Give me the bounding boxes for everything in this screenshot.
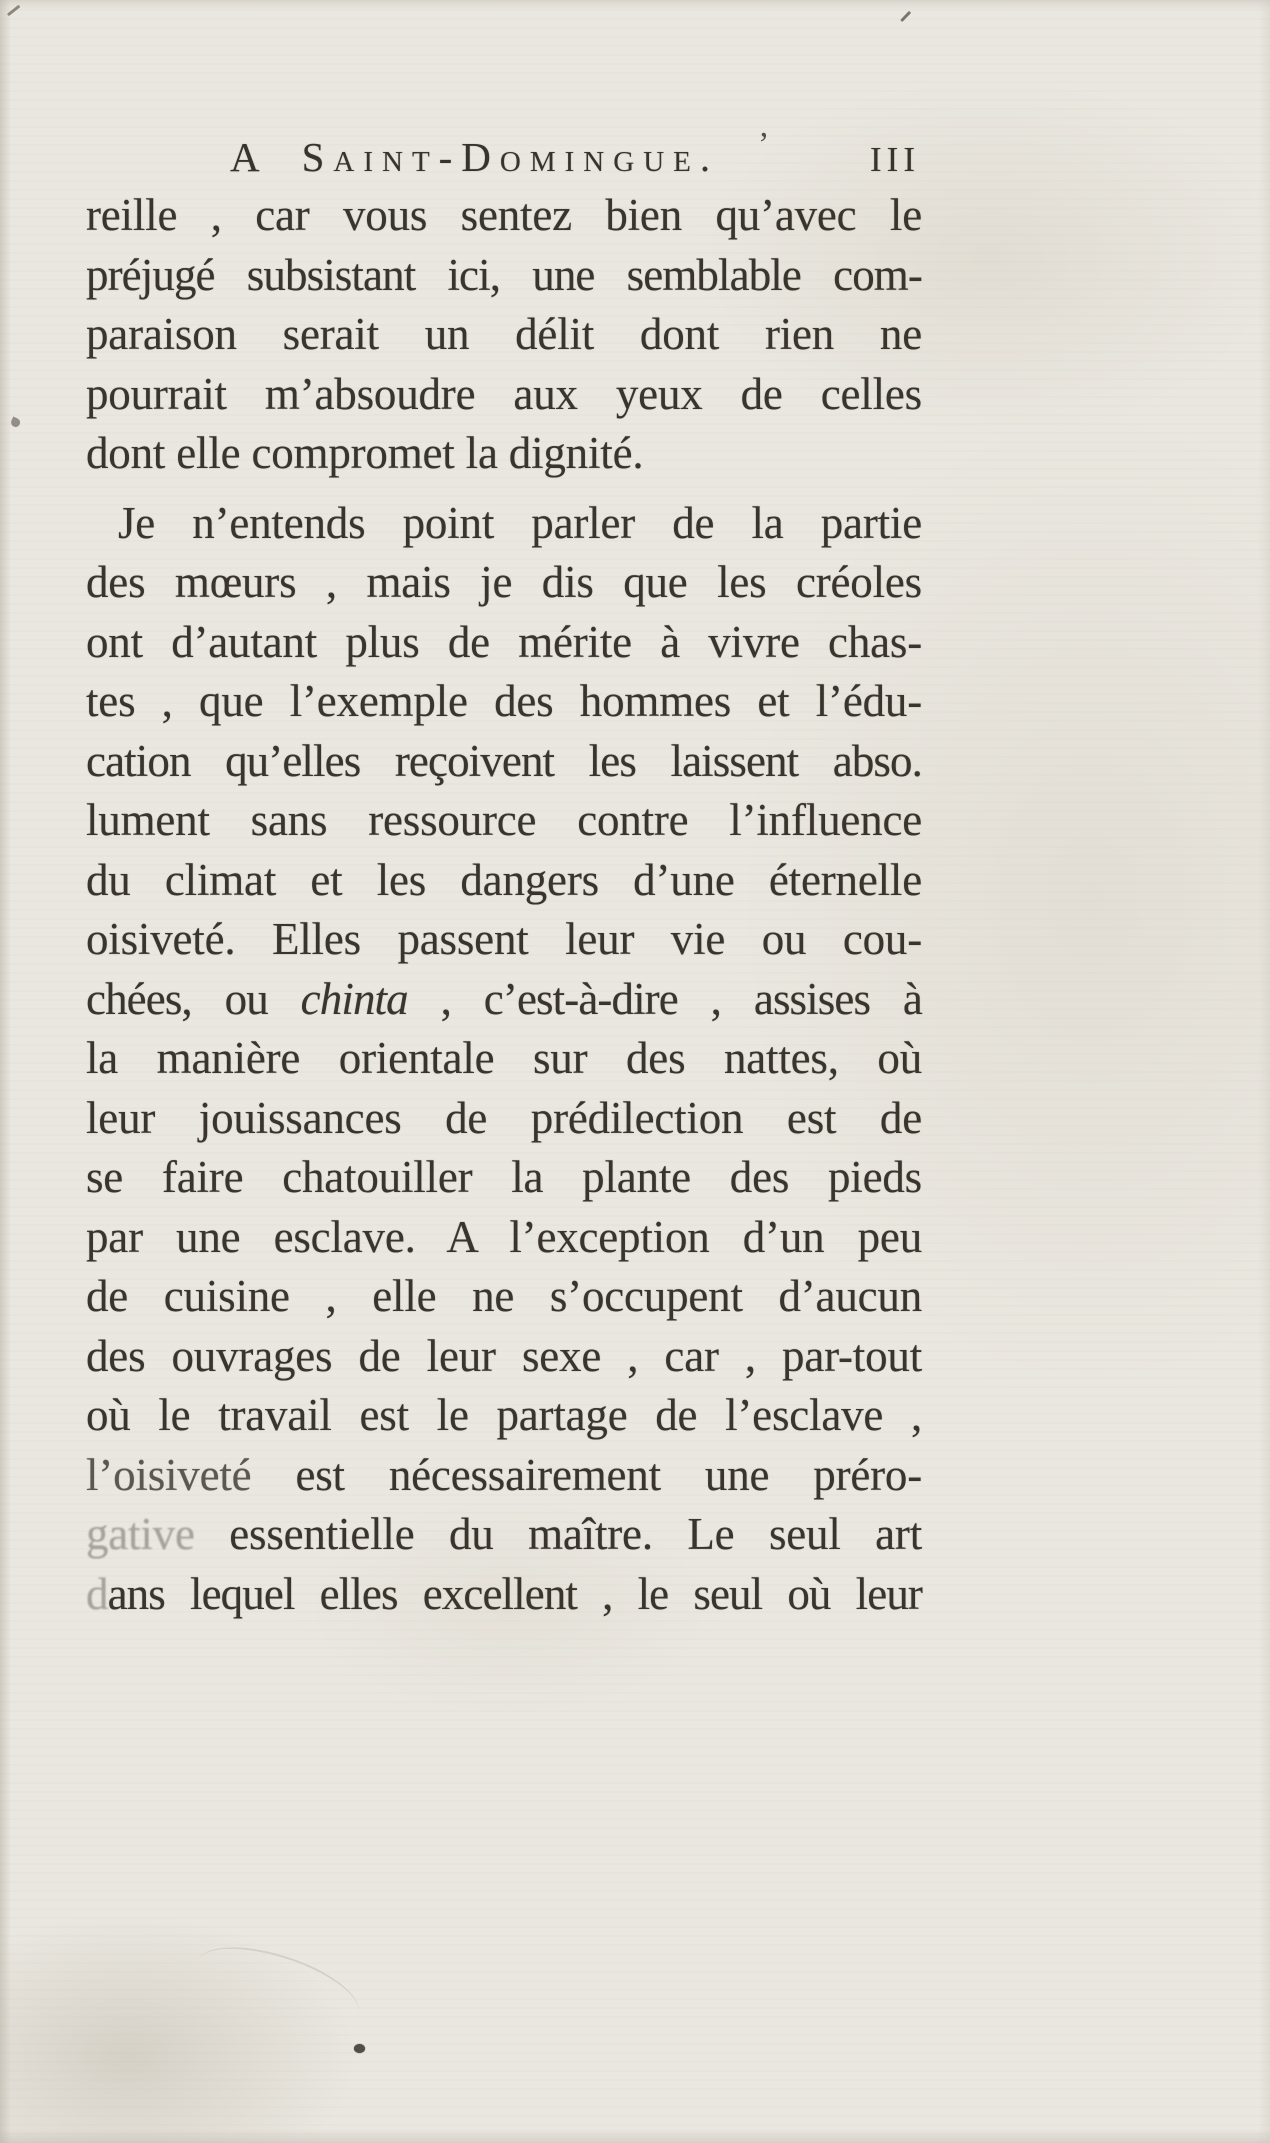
text-line [86,1089,922,1149]
apostrophe-mark: ’ [758,126,770,163]
text-segment: oisiveté. Elles passent leur vie ou cou- [86,914,922,964]
text-segment: se faire chatouiller la plante des pieds [86,1152,922,1202]
text-line [86,494,922,554]
text-line [86,732,922,792]
faded-word: l’oisiveté [86,1449,252,1500]
text-line [86,1386,922,1446]
paper-fiber [181,1931,368,2062]
text-line [86,1208,922,1268]
page-text [86,186,922,1624]
text-line [86,1267,922,1327]
text-segment: dont elle compromet la dignité. [86,428,644,478]
text-line [86,851,922,911]
text-line [86,1029,922,1089]
text-line [86,613,922,673]
text-line [86,910,922,970]
text-segment: préjugé subsistant ici, une semblable com- [86,249,922,300]
text-line [86,1565,922,1625]
page-number: III [870,140,920,179]
text-line [86,1505,922,1565]
text-segment: des ouvrages de leur sexe , car , par-tout [86,1330,922,1381]
text-segment: Je n’entends point parler de la partie [118,497,922,548]
text-line [86,970,922,1030]
text-line [86,305,922,365]
text-segment: où le travail est le partage de l’esclave , [86,1390,922,1440]
text-segment: cation qu’elles reçoivent les laissent abso. [86,735,922,786]
ink-speck [354,2044,365,2053]
text-segment: des mœurs , mais je dis que les créoles [86,557,922,607]
italic-word: chinta [300,973,408,1024]
text-segment: chées, ou [86,973,301,1024]
faded-word: gative [86,1509,195,1559]
faded-word: d [86,1568,108,1619]
text-line [86,246,922,306]
text-line [86,553,922,613]
text-segment: du climat et les dangers d’une éternelle [86,854,922,905]
text-segment: la manière orientale sur des nattes, où [86,1033,922,1083]
text-segment: lument sans ressource contre l’influence [86,795,922,845]
text-line [86,365,922,425]
text-segment: tes , que l’exemple des hommes et l’édu- [86,676,922,726]
text-line [86,672,922,732]
text-line [86,1446,922,1506]
text-segment: de cuisine , elle ne s’occupent d’aucun [86,1271,922,1321]
text-segment: est nécessairement une préro- [251,1449,922,1500]
text-line [86,186,922,246]
ink-speck [10,417,22,429]
text-segment: par une esclave. A l’exception d’un peu [86,1211,922,1262]
text-segment: leur jouissances de prédilection est de [86,1092,922,1143]
ink-speck [900,11,911,22]
text-segment: ont d’autant plus de mérite à vivre chas- [86,616,922,667]
text-segment: ans lequel elles excellent , le seul où leur [107,1568,922,1619]
text-line [86,1327,922,1387]
ink-speck [7,5,20,16]
running-head [86,126,922,182]
running-title: A Saint-Domingue. [230,134,720,180]
text-segment: pourrait m’absoudre aux yeux de celles [86,368,922,419]
text-line [86,791,922,851]
text-segment: paraison serait un délit dont rien ne [86,309,922,359]
text-line [86,424,922,484]
text-segment: essentielle du maître. Le seul art [194,1509,922,1559]
text-segment: reille , car vous sentez bien qu’avec le [86,190,922,240]
text-line [86,1148,922,1208]
text-segment: , c’est-à-dire , assises à [407,973,922,1024]
